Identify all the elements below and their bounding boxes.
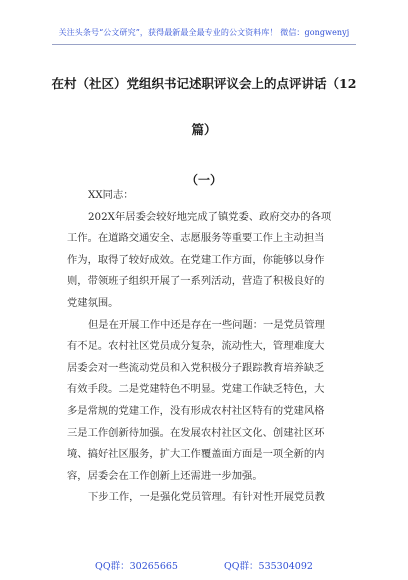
document-body <box>67 185 342 509</box>
body-line: 党建氛围。 <box>67 296 119 309</box>
body-line: 居委会对一些流动党员和入党积极分子跟踪教育培养缺乏 <box>67 361 325 374</box>
body-line: 有效手段。二是党建特色不明显。党建工作缺乏特色，大 <box>67 383 325 396</box>
document-title: 在村（社区）党组织书记述职评议会上的点评讲话（12 <box>51 76 357 91</box>
section-heading: （一） <box>185 173 222 187</box>
footer <box>0 558 408 572</box>
body-line: 容，居委会在工作创新上还需进一步加强。 <box>67 469 263 482</box>
body-line: 但是在开展工作中还是存在一些问题：一是党员管理 <box>88 318 325 331</box>
body-line: 境、搞好社区服务，扩大工作覆盖面方面是一项全新的内 <box>67 448 325 461</box>
body-line: 多是常规的党建工作，没有形成农村社区特有的党建风格 <box>67 404 325 417</box>
body-line: 202X年居委会较好地完成了镇党委、政府交办的各项 <box>88 210 332 223</box>
salutation: XX同志： <box>88 189 134 201</box>
footer-qq-group-left: QQ群：30265665 <box>95 561 178 572</box>
body-line: 下步工作，一是强化党员管理。有针对性开展党员教 <box>88 491 325 504</box>
body-line: 有不足。农村社区党员成分复杂，流动性大，管理难度大 <box>67 340 325 353</box>
body-line: 三是工作创新待加强。在发展农村社区文化、创建社区环 <box>67 426 325 439</box>
body-line: 工作。在道路交通安全、志愿服务等重要工作上主动担当 <box>67 232 325 245</box>
header-banner: 关注头条号“公文研究”，获得最新最全最专业的公文资料库！ 微信：gongwenyj <box>58 28 350 37</box>
body-line: 则，带领班子组织开展了一系列活动，营造了积极良好的 <box>67 275 325 288</box>
body-line: 作为，取得了较好成效。在党建工作方面，你能够以身作 <box>67 253 325 266</box>
footer-qq-group-right: QQ群：535304092 <box>223 561 313 572</box>
document-title-continued: 篇） <box>191 122 217 137</box>
header-divider <box>52 44 356 45</box>
